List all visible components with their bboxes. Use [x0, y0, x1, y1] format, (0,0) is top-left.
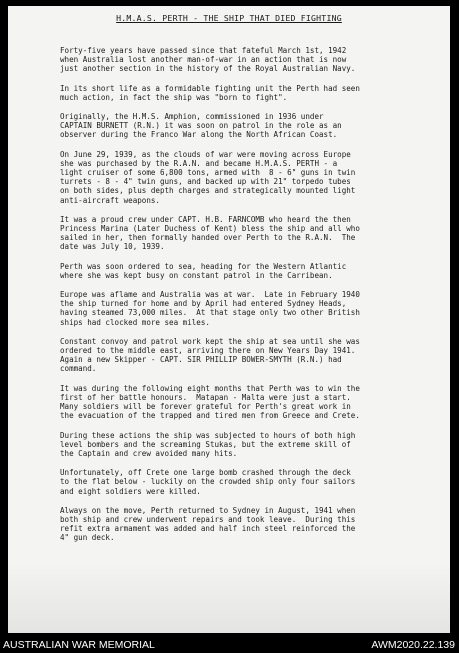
paragraph: Forty-five years have passed since that fateful March 1st, 1942 when Australia lost another man-of-war in an action that is now just another section in the history of the Royal Australian Navy.: [60, 46, 356, 74]
archive-footer: [0, 636, 459, 653]
paragraph: Perth was soon ordered to sea, heading for the Western Atlantic where she was kept busy on constant patrol in the Carribean.: [60, 261, 347, 280]
paragraph: On June 29, 1939, as the clouds of war were moving across Europe she was purchased by the R.A.N. and became H.M.A.S. PERTH - a light cruiser of some 6,800 tons, armed with 8 - 6" guns in twin turrets - 8 - 4" twin guns, and backed up with 21" torpedo tubes on both sides, plus depth charges and strategically mounted light anti-aircraft weapons.: [60, 149, 356, 205]
paragraph: In its short life as a formidable fighting unit the Perth had seen much action, in fact the ship was "born to fight".: [60, 83, 360, 102]
accession-number: AWM2020.22.139: [371, 639, 455, 651]
paragraph: Constant convoy and patrol work kept the ship at sea until she was ordered to the middle east, arriving there on New Years Day 1941. Again a new Skipper - CAPT. SIR PHILLIP BOWER-SMYTH (R.N.) had command.: [60, 336, 360, 374]
paragraph: Unfortunately, off Crete one large bomb crashed through the deck to the flat below - luckily on the crowded ship only four sailors and eight soldiers were killed.: [60, 468, 356, 496]
paragraph: Europe was aflame and Australia was at war. Late in February 1940 the ship turned for home and by April had entered Sydney Heads, having steamed 73,000 miles. At that stage only two other British ships had clocked more sea miles.: [60, 290, 360, 327]
institution-name: AUSTRALIAN WAR MEMORIAL: [3, 639, 155, 651]
paragraph: It was a proud crew under CAPT. H.B. FARNCOMB who heard the then Princess Marina (Later Duchess of Kent) bless the ship and all who sailed in her, then formally handed over Perth to the R.A.N. The date was July 10, 1939.: [60, 214, 360, 252]
paragraph: Always on the move, Perth returned to Sydney in August, 1941 when both ship and crew underwent repairs and took leave. During this refit extra armament was added and half inch steel reinforced the 4" gun deck.: [60, 505, 356, 543]
paragraph: Originally, the H.M.S. Amphion, commissioned in 1936 under CAPTAIN BURNETT (R.N.) it was soon on patrol in the role as an observer during the Franco War along the North African Coast.: [60, 112, 342, 140]
document-page: [8, 6, 450, 633]
paragraph: It was during the following eight months that Perth was to win the first of her battle honours. Matapan - Malta were just a start. Many soldiers will be forever grateful for Perth's great work in the evacuation of the trapped and tired men from Greece and Crete.: [60, 383, 360, 421]
paragraph: During these actions the ship was subjected to hours of both high level bombers and the screaming Stukas, but the extreme skill of the Captain and crew avoided many hits.: [60, 430, 356, 458]
document-body: [60, 46, 432, 553]
document-title: H.M.A.S. PERTH - THE SHIP THAT DIED FIGHTING: [116, 13, 342, 23]
